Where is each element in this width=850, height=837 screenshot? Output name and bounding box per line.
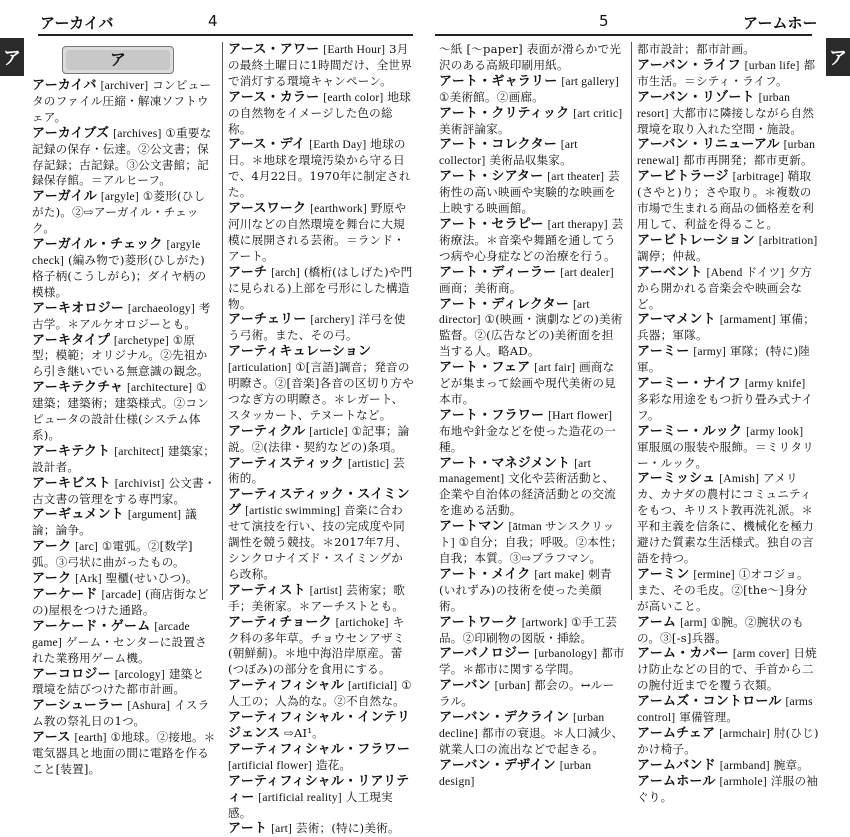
dictionary-entry [637,758,819,774]
thumb-index-tab-left: ア [0,38,24,76]
entry-etymology: [army look] [746,424,804,438]
entry-etymology: [architecture] [127,381,193,395]
entry-definition: ①手工芸品。②印刷物の図版・挿絵。 [439,614,618,645]
entry-etymology: [Hart flower] [548,408,613,422]
entry-definition: 芸術；(特に)美術。 [295,821,400,836]
entry-headword: アート・コレクター [439,137,557,153]
entry-headword: アーティスト [228,582,306,598]
entry-etymology: [Amish] [719,472,760,486]
entry-etymology: [arm cover] [732,647,790,661]
entry-headword: アート・ギャラリー [439,73,558,89]
entry-etymology: [army] [693,345,727,359]
dictionary-entry [32,333,216,381]
entry-etymology: [arcade game] [32,619,190,649]
entry-definition: 音楽に合わせて演技を行い、技の完成度や同調性を競う競技。＊2017年7月、シンクロナイズド・スイミングから改称。 [228,503,408,581]
entry-headword: アート・メイク [439,566,531,582]
entry-headword: アート [228,821,268,837]
dictionary-entry [32,667,216,699]
entry-headword: アーガイル・チェック [32,237,163,253]
entry-definition: 都市学。＊都市に関する学問。 [439,646,625,677]
entry-headword: アーティキュレーション [228,344,372,360]
entry-headword: アーク [32,571,72,587]
entry-headword: アーカイバ [32,78,97,93]
entry-definition: ①自分；自我；呼吸。②本性；自我；本質。③⇨ブラフマン。 [439,535,623,565]
entry-definition: 画商；美術商。 [439,280,522,295]
dictionary-entry [228,678,414,710]
entry-headword: アーミッシュ [637,471,716,487]
entry-definition: 軍備；兵器；軍隊。 [637,312,816,343]
entry-headword: アート・ディレクター [439,296,570,312]
entry-etymology: [artichoke] [335,615,389,629]
entry-definition: 考古学。＊アルケオロジーとも。 [32,300,211,331]
dictionary-entry [32,619,216,667]
entry-etymology: [arbitrage] [732,170,784,184]
entry-headword: アーキテクチャ [32,380,124,396]
dictionary-entry [439,297,625,361]
entry-headword: アース [32,730,71,746]
entry-etymology: [arbitration] [758,233,818,247]
entry-headword: アーミー・ナイフ [637,376,741,392]
entry-etymology: [ātman サンスクリット] [439,520,615,550]
entry-etymology: [architect] [114,444,165,458]
entry-definition: 美術評論家。 [439,121,510,136]
entry-definition: 〜紙 [〜paper] 表面が滑らかで光沢のある高級印刷用紙。 [439,42,622,72]
column-divider [631,42,632,600]
entry-etymology: [earth color] [323,90,384,104]
entry-etymology: [art critic] [573,106,623,120]
entry-etymology: [articulation] [228,361,292,375]
dictionary-entry [439,74,625,106]
entry-definition: (橋桁(はしげた)や門に見られる)上部を弓形にした構造物。 [228,264,413,311]
entry-headword: アースワーク [228,201,307,217]
dictionary-entry [439,615,625,647]
entry-definition: 鞘取(さやと)り；さや取り。＊複数の市場で生まれる商品の価格差を利用して、利益を得ること。 [637,169,814,231]
entry-etymology: [Earth Day] [309,138,367,152]
entry-etymology: [urban design] [439,758,592,788]
dictionary-entry [228,615,414,679]
dictionary-entry [439,710,625,758]
entry-definition: 布地や針金などを使った造花の一種。 [439,423,616,454]
entry-etymology: [artificial] [347,679,398,693]
section-label: ア [66,50,170,70]
entry-definition: 大都市に隣接しながら自然環境を取り入れた空間・施設。 [637,105,815,136]
entry-list [637,42,819,806]
dictionary-entry [637,376,819,424]
entry-headword: アーティフィシャル・インテリジェンス [228,710,411,741]
entry-definition: 3月の最終土曜日に1時間だけ、全世界で消灯する環境キャンペーン。 [228,42,413,88]
entry-list [439,42,625,790]
dictionary-entry [228,344,414,424]
entry-headword: アーカイブズ [32,125,110,141]
entry-headword: アーケード [32,587,98,602]
entry-definition: ①オコジョ。また、その毛皮。②[the〜]身分が高いこと。 [637,566,809,613]
entry-etymology: [urban renewal] [637,138,816,168]
dictionary-entry [228,137,414,201]
dictionary-entry [439,678,625,710]
entry-definition: 夕方から開かれる音楽会や映画会など。 [637,264,812,311]
entry-etymology: [armhole] [719,774,767,788]
dictionary-entry [439,42,625,74]
entry-headword: アービトラージ [637,169,729,185]
left-page-column-2 [228,42,414,837]
dictionary-entry [637,774,819,806]
entry-etymology: [artificial reality] [258,790,342,804]
entry-headword: アートワーク [439,614,518,630]
dictionary-entry [228,424,414,456]
entry-etymology: [armband] [719,758,770,772]
entry-headword: アービトレーション [637,232,755,248]
dictionary-entry [228,90,414,138]
dictionary-entry [637,646,819,694]
dictionary-entry [637,58,819,90]
entry-etymology: [artificial flower] [228,758,312,772]
entry-headword: アーキタイプ [32,332,111,348]
entry-definition: コンピュータのファイル圧縮・解凍ソフトウェア。 [32,78,212,124]
entry-headword: アーベント [637,264,703,280]
dictionary-entry [637,567,819,615]
entry-headword: アートマン [439,519,505,535]
entry-definition: ①建築；建築術；建築様式。②コンピュータの設計仕様(システム体系)。 [32,380,209,442]
dictionary-entry [439,456,625,520]
entry-etymology: [Ashura] [127,699,171,713]
dictionary-entry [32,126,216,190]
dictionary-entry [32,571,216,587]
entry-headword: アーティスティック [228,455,345,471]
entry-list [228,42,414,837]
thumb-index-tab-right: ア [826,38,850,76]
entry-headword: アーティチョーク [228,614,332,630]
dictionary-entry [228,456,414,488]
entry-etymology: [Ark] [75,572,102,586]
entry-definition: 調停；仲裁。 [637,248,708,263]
entry-headword: アーティフィシャル・フラワー [228,741,411,757]
entry-headword: アーム [637,614,677,630]
dictionary-entry [637,265,819,313]
entry-definition: 建築と環境を結びつけた都市計画。 [32,666,205,697]
entry-etymology: [arch] [271,265,300,279]
entry-headword: アース・カラー [228,89,320,105]
entry-etymology: [art management] [439,456,592,486]
entry-definition: 洋弓を使う弓術。また、その弓。 [228,312,406,343]
entry-headword: アーク [32,539,72,555]
entry-headword: アーガイル [32,189,97,205]
entry-headword: アーチ [228,264,268,280]
entry-headword: アーティフィシャル・リアリティー [228,773,410,805]
entry-definition: 肘(ひじ)かけ椅子。 [637,725,819,756]
entry-etymology: [art make] [534,567,585,581]
entry-definition: 建築家；設計者。 [32,443,216,474]
running-head-right: アームホー [743,14,818,32]
entry-etymology: [archivist] [114,476,165,490]
entry-definition: 芸術性の高い映画や実験的な映画を上映する映画館。 [439,169,620,216]
entry-definition: 軍隊；(特に)陸軍。 [637,344,811,375]
entry-definition: 日焼け防止などの目的で、手首から二の腕付近までを覆う衣類。 [637,646,817,693]
entry-etymology: [urban decline] [439,711,605,740]
dictionary-entry [32,444,216,476]
entry-definition: 芸術的。 [228,455,405,486]
entry-etymology: [armament] [719,313,776,327]
entry-definition: 造花。 [315,757,352,772]
entry-etymology: [armchair] [719,726,770,740]
entry-definition: 画商などが集まって絵画や現代美術の見本市。 [439,360,616,406]
dictionary-entry [637,90,819,138]
entry-etymology: [urban resort] [637,90,791,120]
dictionary-entry [637,344,819,376]
entry-etymology: [urbanology] [534,647,598,661]
dictionary-entry [32,301,216,333]
dictionary-entry [32,476,216,508]
entry-headword: アート・セラピー [439,216,544,232]
header-rule-right [435,34,812,36]
entry-etymology: [argument] [127,508,182,522]
right-page [425,0,850,804]
entry-etymology: [art fair] [534,361,576,375]
entry-headword: アート・フェア [439,360,531,376]
entry-etymology: [art] [271,822,293,836]
entry-headword: アームチェア [637,725,716,741]
entry-headword: アート・クリティック [439,105,570,121]
entry-definition: (編み物で)菱形(ひしがた)格子柄(こうしがら)；ダイヤ柄の模様。 [32,252,207,299]
entry-definition: 文化や芸術活動と、企業や自治体の経済活動との交流を進める活動。 [439,471,616,518]
entry-etymology: [art director] [439,297,590,327]
entry-definition: 都会の。↔ルーラル。 [439,678,615,709]
dictionary-entry [228,774,414,822]
dictionary-entry [439,758,625,790]
entry-etymology: [artwork] [521,615,568,629]
entry-definition: ①腕。②腕状のもの。③[-s]兵器。 [637,614,804,645]
dictionary-entry [228,583,414,615]
dictionary-entry [228,265,414,313]
entry-etymology: [earthwork] [310,202,367,216]
page-number-right: 5 [599,12,609,30]
dictionary-entry [637,169,819,233]
entry-headword: アーコロジー [32,666,111,682]
entry-etymology: [archery] [310,313,355,327]
right-page-column-2 [637,42,819,804]
entry-definition: ①菱形(ひしがた)。②⇨アーガイル・チェック。 [32,189,206,236]
entry-headword: アーバン・デクライン [439,710,570,726]
dictionary-entry [637,726,819,758]
entry-definition: 人工現実感。 [228,789,393,820]
dictionary-entry [32,189,216,237]
dictionary-entry [32,237,216,301]
dictionary-entry [439,408,625,456]
entry-definition: ①記事；論説。②(法律・契約などの)条項。 [228,423,410,454]
entry-definition: 美術品収集家。 [489,153,572,168]
entry-headword: アーバノロジー [439,646,531,662]
entry-headword: アーミー・ルック [637,423,743,439]
entry-headword: アーティクル [228,423,306,439]
entry-headword: アーミン [637,566,690,582]
dictionary-entry [32,587,216,619]
dictionary-entry [637,137,819,169]
entry-definition: 都市再開発；都市更新。 [683,153,813,168]
entry-etymology: [Earth Hour] [323,43,386,56]
entry-headword: アーマメント [637,312,716,328]
entry-headword: アームズ・コントロール [637,694,782,710]
entry-etymology: [ermine] [693,567,735,581]
dictionary-entry [228,42,414,90]
dictionary-entry [439,360,625,408]
dictionary-entry [228,487,414,582]
entry-definition: ①電弧。②[数学]弧。③弓状に曲がったもの。 [32,539,193,570]
dictionary-entry [637,42,819,58]
entry-definition: ①原型；模範；オリジナル。②先祖から引き継いでいる無意識の観念。 [32,332,209,379]
dictionary-entry [637,424,819,472]
entry-etymology: [argyle] [100,190,139,204]
entry-etymology: [arm] [680,615,707,629]
entry-headword: アース・デイ [228,137,306,153]
dictionary-entry [228,201,414,265]
entry-etymology: [urban] [494,679,531,693]
entry-etymology: [artistic swimming] [245,504,341,518]
dictionary-entry [439,217,625,265]
entry-etymology: [artistic] [347,456,390,470]
entry-headword: アーバン・デザイン [439,757,556,773]
entry-headword: アーティスティック・スイミング [228,487,410,519]
entry-etymology: [arcology] [114,667,165,681]
dictionary-entry [32,698,216,730]
entry-definition: ①(映画・演劇などの)美術監督。②(広告などの)美術面を担当する人。略AD。 [439,312,623,359]
entry-etymology: [arms control] [637,695,813,725]
entry-definition: ①重要な記録の保存・伝達。②公文書；保存記録；古記録。③公文書館；記録保存館。＝アルヒーフ。 [32,125,212,188]
entry-definition: 議論；論争。 [32,507,197,538]
entry-etymology: [archetype] [113,333,169,347]
entry-etymology: [art collector] [439,138,578,168]
entry-etymology: [art therapy] [547,217,608,231]
entry-definition: (商店街などの)屋根をつけた通路。 [32,587,209,617]
section-header [62,46,174,74]
entry-definition: ①人工の；人為的な。②不自然な。 [228,678,412,709]
entry-headword: アーバン [439,678,491,694]
entry-definition: 軍服風の服装や服飾。＝ミリタリー・ルック。 [637,439,814,470]
entry-etymology: [urban life] [744,58,800,72]
entry-headword: アース・アワー [228,42,320,57]
entry-definition: 刺青(いれずみ)の技術を使った美顔術。 [439,566,612,613]
dictionary-entry [228,821,414,837]
entry-etymology: [artist] [309,583,343,597]
entry-definition: アメリカ、カナダの農村にコミュニティをもつ、キリスト教再洗礼派。＊平和主義を信条に、機械化を極力避けた質素な生活様式。独自の言語を持つ。 [637,471,814,565]
dictionary-entry [228,742,414,774]
dictionary-entry [32,730,216,778]
dictionary-entry [439,567,625,615]
entry-definition: 腕章。 [773,757,810,772]
entry-definition: 都市の衰退。＊人口減少、就業人口の流出などで起きる。 [439,725,624,756]
entry-definition: 公文書・古文書の管理をする専門家。 [32,475,216,506]
dictionary-entry [32,507,216,539]
dictionary-entry [228,710,414,742]
dictionary-entry [439,519,625,567]
entry-etymology: [archives] [113,126,162,140]
entry-headword: アート・ディーラー [439,264,557,280]
entry-definition: 都市設計；都市計画。 [637,42,755,56]
entry-etymology: [art dealer] [560,265,614,279]
entry-definition: ①美術館。②画廊。 [439,89,544,104]
entry-headword: アート・マネジメント [439,455,571,471]
entry-definition: 洋服の袖ぐり。 [637,773,819,804]
dictionary-entry [637,694,819,726]
dictionary-entry [637,233,819,265]
dictionary-entry [439,106,625,138]
entry-definition: 芸術療法。＊音楽や舞踊を通してうつ病や心身症などの治療を行う。 [439,216,624,263]
entry-headword: アーミー [637,344,690,360]
entry-definition: 地球の自然物をイメージした色の総称。 [228,89,411,136]
entry-headword: アーバン・リニューアル [637,137,780,153]
entry-definition: 多彩な用途をもつ折り畳み式ナイフ。 [637,391,814,422]
dictionary-entry [228,312,414,344]
entry-headword: アーバン・ライフ [637,57,741,73]
dictionary-entry [637,471,819,566]
entry-list [32,78,216,778]
dictionary-entry [439,646,625,678]
entry-headword: アーティフィシャル [228,678,345,694]
dictionary-entry [637,312,819,344]
header-rule-left [38,34,413,36]
entry-definition: 芸術家；歌手；美術家。＊アーチストとも。 [228,582,406,613]
dictionary-entry [439,169,625,217]
entry-etymology: [archiver] [100,79,149,92]
left-page-column-1 [32,42,216,776]
column-divider [222,42,223,600]
entry-definition: 軍備管理。 [679,710,739,725]
dictionary-entry [32,78,216,126]
entry-definition: イスラム教の祭礼日の1つ。 [32,698,210,729]
entry-etymology: [archaeology] [127,301,195,315]
entry-etymology: [article] [309,424,348,438]
entry-headword: アート・フラワー [439,407,545,423]
entry-headword: アーキビスト [32,475,111,491]
dictionary-entry [439,265,625,297]
page-number-left: 4 [208,12,218,30]
entry-headword: アーチェリー [228,312,307,328]
entry-headword: アームバンド [637,757,716,773]
entry-definition: ゲーム・センターに設置された業務用ゲーム機。 [32,634,207,665]
entry-etymology: [arc] [75,540,98,554]
entry-etymology: [army knife] [744,377,806,391]
right-page-column-1 [439,42,625,788]
entry-etymology: [arcade] [101,588,142,601]
entry-definition: 野原や河川などの自然環境を舞台に大規模に展開される芸術。＝ランド・アート。 [228,201,407,263]
entry-definition: キク科の多年草。チョウセンアザミ(朝鮮薊)。＊地中海沿岸原産。蕾(つぼみ)の部分を食用にする。 [228,614,405,677]
entry-headword: アーギュメント [32,507,125,523]
entry-headword: アーシューラー [32,698,124,714]
entry-etymology: [argyle check] [32,238,201,267]
entry-headword: アーキテクト [32,443,111,459]
entry-headword: アームホール [637,773,716,789]
entry-headword: アーバン・リゾート [637,89,755,105]
entry-etymology: [art theater] [547,170,605,184]
entry-etymology: [Abend ドイツ] [706,265,785,279]
entry-definition: ⇨AI¹。 [284,725,324,740]
entry-definition: ①地球。②接地。＊電気器具と地面の間に電路を作ること[装置]。 [32,730,216,776]
entry-headword: アーケード・ゲーム [32,618,151,634]
entry-etymology: [art gallery] [561,74,619,88]
entry-etymology: [earth] [74,731,107,745]
dictionary-entry [439,137,625,169]
entry-definition: ①[言語]調音；発音の明瞭さ。②[音楽]各音の区切り方やつなぎ方の明瞭さ。＊レガート、スタッカート、テヌートなど。 [228,360,414,422]
entry-headword: アーキオロジー [32,300,125,316]
entry-definition: 聖櫃(せいひつ)。 [105,571,198,586]
entry-headword: アーム・カバー [637,646,730,662]
entry-definition: 都市生活。＝シティ・ライフ。 [637,57,816,88]
dictionary-entry [637,615,819,647]
entry-definition: 地球の日。＊地球を環境汚染から守る日で、4月22日。1970年に制定された。 [228,137,411,200]
dictionary-entry [32,539,216,571]
dictionary-entry [32,380,216,444]
running-head-left: アーカイバ [40,14,114,32]
entry-headword: アート・シアター [439,169,544,185]
